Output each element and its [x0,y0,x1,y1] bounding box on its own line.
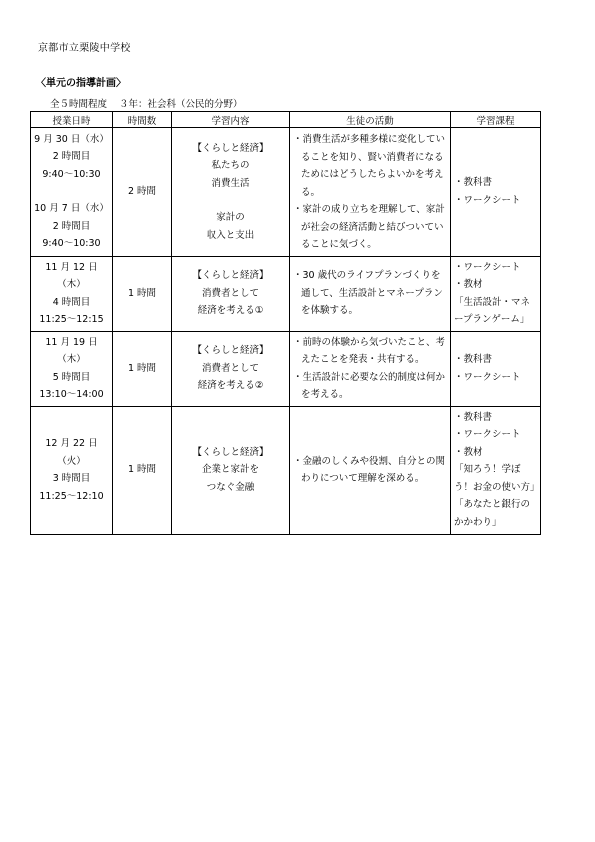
content-line: 私たちの [211,160,250,171]
activity-item: ・生活設計に必要な公的制度は何かを考える。 [293,371,446,400]
lesson-time: 9:40～10:30 [42,168,101,180]
lesson-time: 13:10～14:00 [39,389,104,400]
table-row [31,128,541,257]
content-line: 経済を考える① [197,305,264,317]
content-line: 企業と家計を [201,464,259,476]
content-line: つなぐ金融 [206,481,255,493]
lesson-time: 11:25～12:15 [39,314,104,325]
total-hours: 全５時間程度 [50,99,108,110]
col-header-date: 授業日時 [31,112,113,128]
content-line: 消費者として [201,287,259,299]
date-cell [31,406,113,534]
date-cell [31,331,113,406]
lesson-date: 12 月 22 日（火） [45,438,98,467]
materials-cell [451,256,541,331]
lesson-period: 2 時間目 [52,220,91,232]
content-line: 経済を考える② [197,380,264,392]
hours-cell: 1 時間 [113,256,172,331]
content-cell [172,128,290,257]
col-header-hours: 時間数 [113,112,172,128]
content-cell [172,406,290,534]
table-row [31,331,541,406]
unit-summary [50,96,243,110]
activity-cell [290,406,451,534]
materials-cell [451,128,541,257]
hours-cell: 2 時間 [113,128,172,257]
content-line: 【くらしと経済】 [192,270,269,282]
material-title: 「あなたと銀行のかかわり」 [454,499,531,528]
activity-cell [290,331,451,406]
lesson-time: 9:40～10:30 [42,238,101,250]
material-item: ・ワークシート [454,429,521,441]
lesson-plan-table [30,111,541,535]
col-header-content: 学習内容 [172,112,290,128]
materials-cell [451,406,541,534]
material-item: ・教科書 [454,177,493,189]
lesson-period: 2 時間目 [52,151,91,163]
col-header-materials: 学習課程 [451,112,541,128]
date-cell [31,128,113,257]
material-item: ・教材 [454,279,483,290]
activity-item: ・金融のしくみや役割、自分との関わりについて理解を深める。 [293,455,446,484]
lesson-period: 5 時間目 [52,371,91,383]
content-line: 【くらしと経済】 [192,446,269,458]
activity-cell [290,128,451,257]
material-title: 「生活設計・マネープランゲーム」 [454,296,531,325]
hours-cell: 1 時間 [113,331,172,406]
material-item: ・教材 [454,446,483,458]
material-item: ・ワークシート [454,194,521,206]
material-item: ・ワークシート [454,261,521,273]
content-cell [172,331,290,406]
grade-subject: ３年：社会科（公民的分野） [119,99,243,110]
header-row [31,112,541,128]
activity-cell [290,256,451,331]
content-line: 消費者として [201,362,259,374]
content-line: 家計の [216,212,245,223]
content-line: 【くらしと経済】 [192,345,269,357]
school-name: 京都市立栗陵中学校 [38,43,131,54]
activity-item: ・30 歳代のライフプランづくりを通して、生活設計とマネープランを体験する。 [293,270,443,317]
material-item: ・ワークシート [454,371,521,383]
lesson-period: 3 時間目 [52,473,91,484]
content-line: 収入と支出 [206,229,255,241]
content-cell [172,256,290,331]
lesson-date: 11 月 12 日（木） [45,261,98,290]
material-title: 「知ろう！学ぼう！お金の使い方」 [454,464,540,493]
lesson-time: 11:25～12:10 [39,490,104,502]
content-line: 【くらしと経済】 [192,142,269,154]
date-cell [31,256,113,331]
activity-item: ・家計の成り立ちを理解して、家計が社会の経済活動と結びついていることに気づく。 [293,204,445,250]
lesson-date: 10 月 7 日（水） [34,203,109,215]
hours-cell: 1 時間 [113,406,172,534]
section-heading: 〈単元の指導計画〉 [36,78,126,89]
materials-cell [451,331,541,406]
material-item: ・教科書 [454,354,493,365]
lesson-date: 11 月 19 日（木） [45,336,98,365]
lesson-period: 4 時間目 [52,296,91,308]
table-row [31,406,541,534]
table-row [31,256,541,331]
lesson-date: 9 月 30 日（水） [34,133,109,145]
col-header-activity: 生徒の活動 [290,112,451,128]
activity-item: ・前時の体験から気づいたこと、考えたことを発表・共有する。 [293,336,446,365]
content-line: 消費生活 [211,177,250,189]
activity-item: ・消費生活が多種多様に変化していることを知り、賢い消費者になるためにはどうしたらよいかを考える。 [293,134,446,198]
material-item: ・教科書 [454,411,493,423]
